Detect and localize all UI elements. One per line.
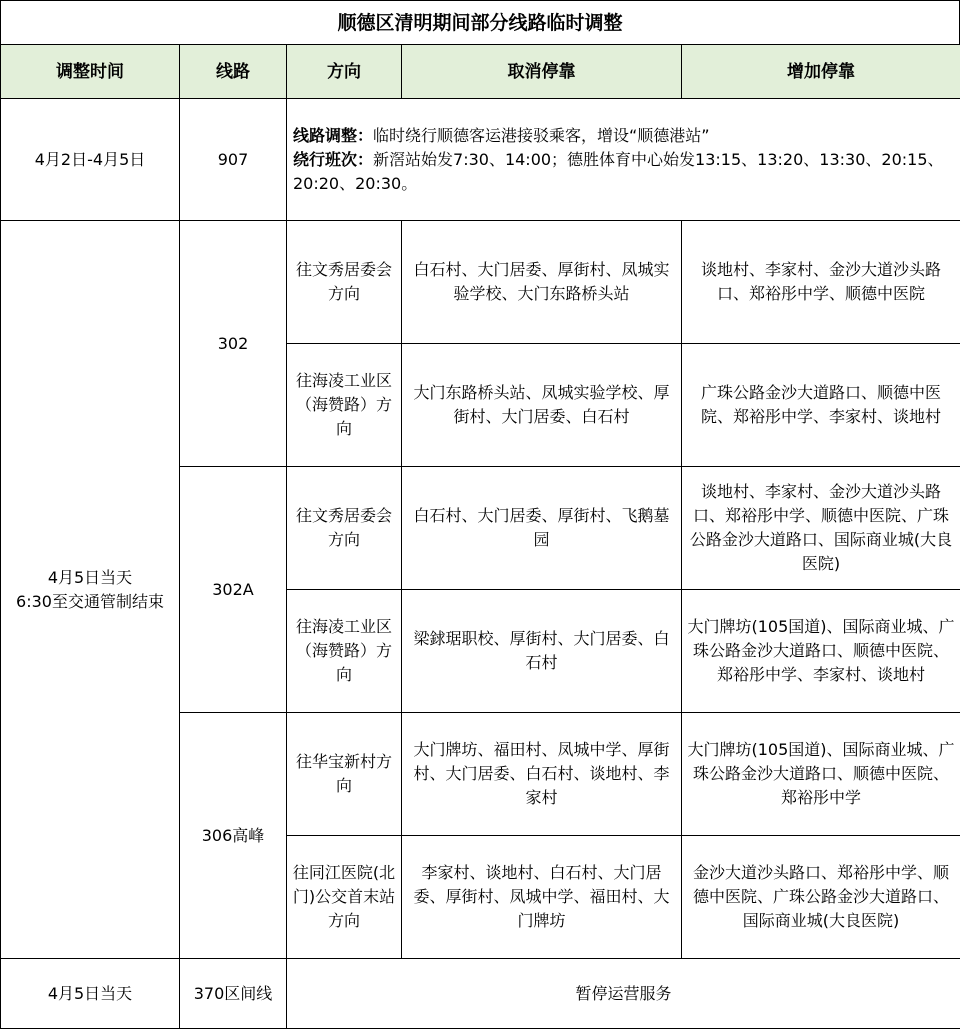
header-cancel-stops: 取消停靠: [402, 45, 682, 99]
route-cell: 370区间线: [180, 959, 287, 1029]
header-time: 调整时间: [1, 45, 180, 99]
route-cell: 302: [180, 221, 287, 467]
group-time-line2: 6:30至交通管制结束: [16, 591, 164, 611]
add-stops-cell: 大门牌坊(105国道)、国际商业城、广珠公路金沙大道路口、顺德中医院、郑裕彤中学、李家村、谈地村: [682, 590, 960, 713]
direction-cell: 往同江医院(北门)公交首末站方向: [287, 836, 402, 959]
table-row: [1, 959, 960, 1029]
direction-cell: 往海凌工业区（海赞路）方向: [287, 344, 402, 467]
add-stops-cell: 谈地村、李家村、金沙大道沙头路口、郑裕彤中学、顺德中医院、广珠公路金沙大道路口、国际商业城(大良医院): [682, 467, 960, 590]
route-cell: 306高峰: [180, 713, 287, 959]
route-cell: 302A: [180, 467, 287, 713]
trips-line: [293, 148, 954, 196]
add-stops-cell: 广珠公路金沙大道路口、顺德中医院、郑裕彤中学、李家村、谈地村: [682, 344, 960, 467]
page-title: 顺德区清明期间部分线路临时调整: [0, 0, 960, 44]
route-cell: 907: [180, 99, 287, 221]
adjust-text: 临时绕行顺德客运港接驳乘客，增设“顺德港站”: [373, 125, 710, 145]
direction-cell: 往海凌工业区（海赞路）方向: [287, 590, 402, 713]
header-direction: 方向: [287, 45, 402, 99]
table-row: [1, 221, 960, 344]
group-time-line1: 4月5日当天: [47, 567, 133, 587]
cancel-stops-cell: 白石村、大门居委、厚街村、凤城实验学校、大门东路桥头站: [402, 221, 682, 344]
header-row: [1, 45, 960, 99]
direction-cell: 往华宝新村方向: [287, 713, 402, 836]
add-stops-cell: 大门牌坊(105国道)、国际商业城、广珠公路金沙大道路口、顺德中医院、郑裕彤中学: [682, 713, 960, 836]
cancel-stops-cell: 大门牌坊、福田村、凤城中学、厚街村、大门居委、白石村、谈地村、李家村: [402, 713, 682, 836]
time-cell: 4月2日-4月5日: [1, 99, 180, 221]
header-add-stops: 增加停靠: [682, 45, 960, 99]
trips-text: 新滘站始发7:30、14:00；德胜体育中心始发13:15、13:20、13:30、20:15、20:20、20:30。: [293, 149, 944, 193]
direction-cell: 往文秀居委会方向: [287, 221, 402, 344]
time-cell: 4月5日当天: [1, 959, 180, 1029]
adjust-label: 线路调整：: [293, 125, 374, 145]
adjust-line: [293, 124, 954, 148]
route-907-details: [287, 99, 960, 221]
cancel-stops-cell: 大门东路桥头站、凤城实验学校、厚街村、大门居委、白石村: [402, 344, 682, 467]
table-row: [1, 99, 960, 221]
cancel-stops-cell: 梁銶琚职校、厚街村、大门居委、白石村: [402, 590, 682, 713]
add-stops-cell: 谈地村、李家村、金沙大道沙头路口、郑裕彤中学、顺德中医院: [682, 221, 960, 344]
adjustment-table: [0, 44, 960, 1029]
add-stops-cell: 金沙大道沙头路口、郑裕彤中学、顺德中医院、广珠公路金沙大道路口、国际商业城(大良医院): [682, 836, 960, 959]
cancel-stops-cell: 白石村、大门居委、厚街村、飞鹅墓园: [402, 467, 682, 590]
time-cell-group: [1, 221, 180, 959]
trips-label: 绕行班次：: [293, 149, 374, 169]
cancel-stops-cell: 李家村、谈地村、白石村、大门居委、厚街村、凤城中学、福田村、大门牌坊: [402, 836, 682, 959]
direction-cell: 往文秀居委会方向: [287, 467, 402, 590]
suspension-note: 暂停运营服务: [287, 959, 960, 1029]
header-route: 线路: [180, 45, 287, 99]
